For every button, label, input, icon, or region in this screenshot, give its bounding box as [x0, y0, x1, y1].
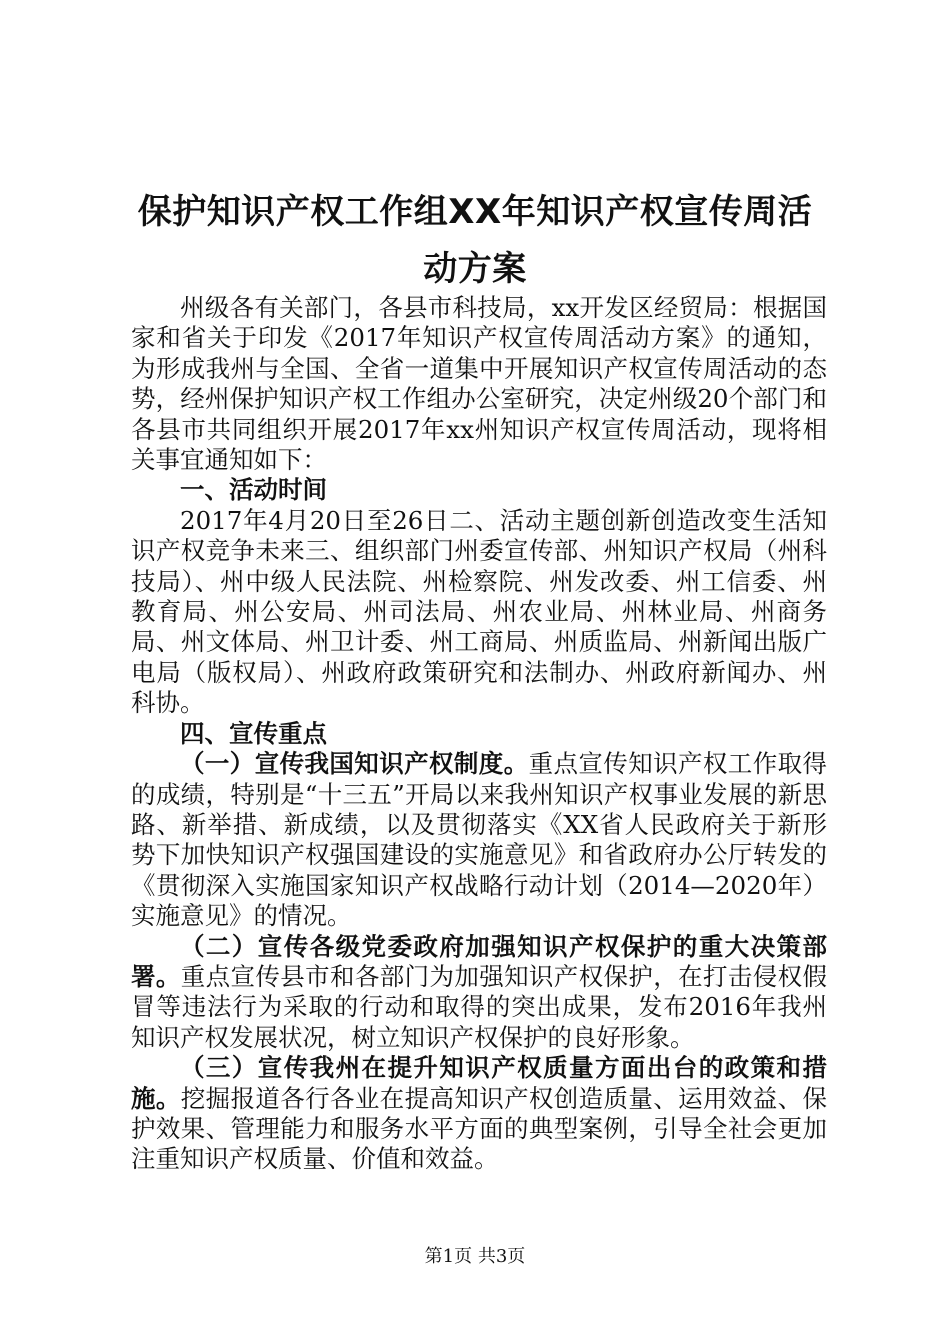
title-line-2: 动方案	[423, 249, 527, 289]
focus-item-3-text: 挖掘报道各行各业在提高知识产权创造质量、运用效益、保护效果、管理能力和服务水平方面的典型案例，引导全社会更加注重知识产权质量、价值和效益。	[131, 1083, 828, 1174]
focus-item-3	[131, 1053, 827, 1175]
focus-item-1	[131, 749, 827, 931]
focus-item-3-lead: （三）宣传我州在提升知识产权质量方面出台的政策和措施。	[131, 1053, 827, 1113]
section-heading-time: 一、活动时间	[180, 475, 327, 505]
focus-item-2	[131, 932, 827, 1054]
intro-paragraph: 州级各有关部门，各县市科技局，xx开发区经贸局：根据国家和省关于印发《2017年知识产权宣传周活动方案》的通知，为形成我州与全国、全省一道集中开展知识产权宣传周活动的态势，经州保护知识产权工作组办公室研究，决定州级20个部门和各县市共同组织开展2017年xx州知识产权宣传周活动，现将相关事宜通知如下：	[131, 293, 827, 475]
document-title	[100, 184, 850, 298]
page-footer: 第1页 共3页	[424, 1246, 526, 1267]
focus-item-1-lead: （一）宣传我国知识产权制度。	[180, 749, 529, 779]
title-line-1: 保护知识产权工作组XX年知识产权宣传周活	[137, 192, 813, 232]
focus-item-2-lead: （二）宣传各级党委政府加强知识产权保护的重大决策部署。	[131, 931, 827, 991]
focus-item-1-text: 重点宣传知识产权工作取得的成绩，特别是“十三五”开局以来我州知识产权事业发展的新思路、新举措、新成绩，以及贯彻落实《XX省人民政府关于新形势下加快知识产权强国建设的实施意见》和省政府办公厅转发的《贯彻深入实施国家知识产权战略行动计划（2014—2020年）实施意见》的情况。	[131, 749, 828, 931]
document-body	[131, 293, 827, 1175]
focus-item-2-text: 重点宣传县市和各部门为加强知识产权保护，在打击侵权假冒等违法行为采取的行动和取得的突出成果，发布2016年我州知识产权发展状况，树立知识产权保护的良好形象。	[131, 961, 828, 1052]
section-heading-focus: 四、宣传重点	[180, 718, 327, 748]
section-time-paragraph: 2017年4月20日至26日二、活动主题创新创造改变生活知识产权竞争未来三、组织部门州委宣传部、州知识产权局（州科技局）、州中级人民法院、州检察院、州发改委、州工信委、州教育局、州公安局、州司法局、州农业局、州林业局、州商务局、州文体局、州卫计委、州工商局、州质监局、州新闻出版广电局（版权局）、州政府政策研究和法制办、州政府新闻办、州科协。	[131, 505, 827, 718]
